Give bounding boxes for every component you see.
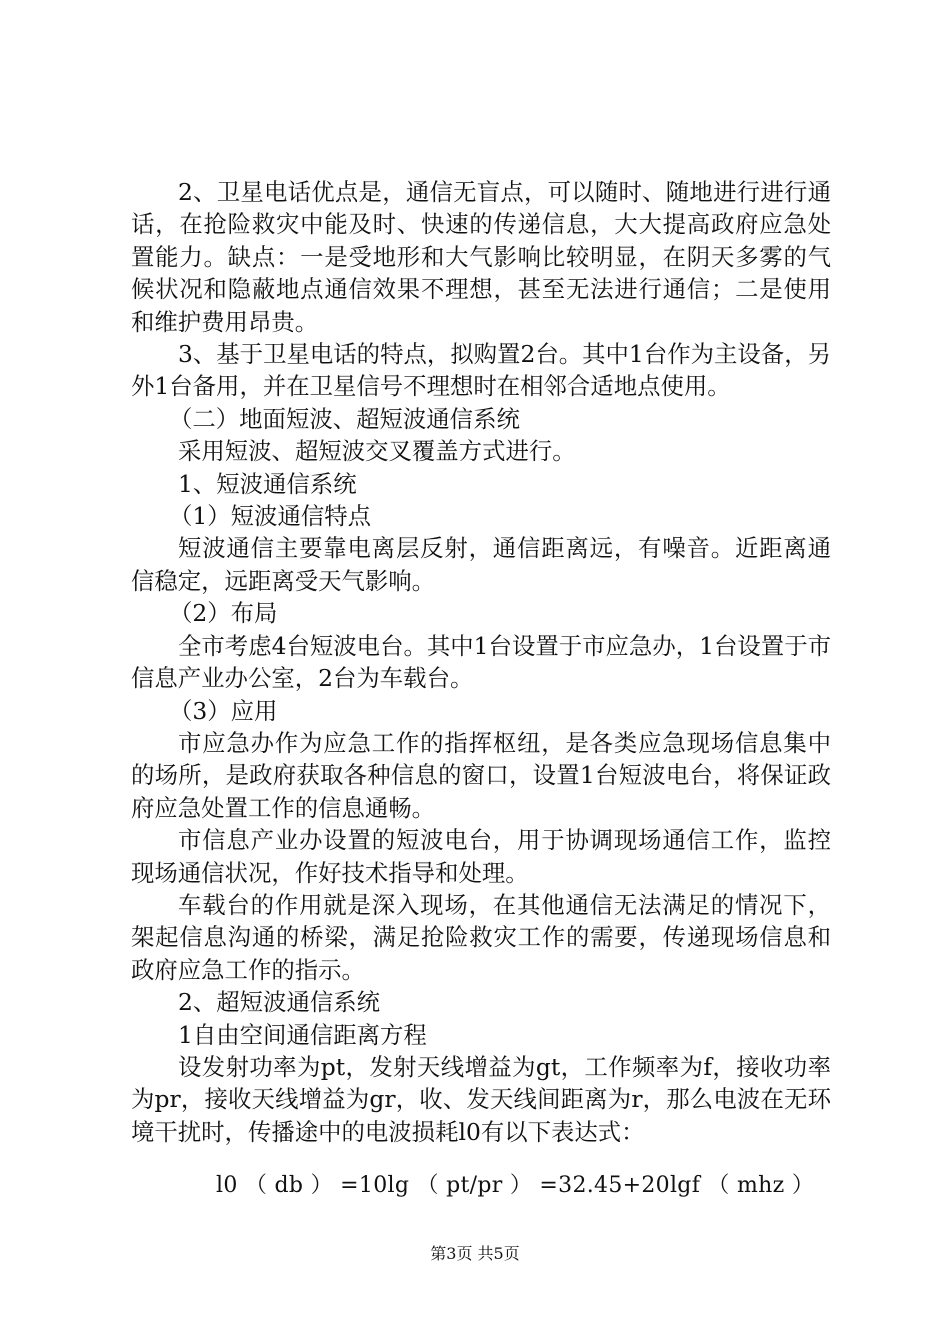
subheading-shortwave-system: 1、短波通信系统 — [178, 469, 357, 498]
paragraph-equation-intro: 设发射功率为pt，发射天线增益为gt，工作频率为f，接收功率为pr，接收天线增益为gr，收、发天线间距离为r，那么电波在无环境干扰时，传播途中的电波损耗l0有以下表达式： — [131, 1052, 831, 1146]
section-heading-ground-shortwave: （二）地面短波、超短波通信系统 — [169, 404, 520, 433]
paragraph-coverage-method: 采用短波、超短波交叉覆盖方式进行。 — [178, 437, 576, 466]
subheading-free-space-equation: 1自由空间通信距离方程 — [178, 1020, 427, 1049]
subheading-ultrashortwave-system: 2、超短波通信系统 — [178, 988, 381, 1017]
paragraph-info-industry-office: 市信息产业办设置的短波电台，用于协调现场通信工作，监控现场通信状况，作好技术指导和处理。 — [131, 826, 831, 887]
paragraph-satellite-pros-cons: 2、卫星电话优点是，通信无盲点，可以随时、随地进行进行通话，在抢险救灾中能及时、快速的传递信息，大大提高政府应急处置能力。缺点：一是受地形和大气影响比较明显，在阴天多雾的气候状况和隐蔽地点通信效果不理想，甚至无法进行通信；二是使用和维护费用昂贵。 — [131, 178, 831, 336]
body-text — [131, 176, 831, 1202]
paragraph-shortwave-features: 短波通信主要靠电离层反射，通信距离远，有噪音。近距离通信稳定，远距离受天气影响。 — [131, 534, 831, 595]
paragraph-vehicle-station: 车载台的作用就是深入现场，在其他通信无法满足的情况下，架起信息沟通的桥梁，满足抢险救灾工作的需要，传递现场信息和政府应急工作的指示。 — [131, 890, 831, 984]
formula-path-loss: l0 （ db ） =10lg （ pt/pr ） =32.45+20lgf （ mhz ） — [216, 1173, 815, 1199]
subheading-layout: （2）布局 — [169, 599, 278, 628]
paragraph-satellite-purchase: 3、基于卫星电话的特点，拟购置2台。其中1台作为主设备，另外1台备用，并在卫星信号不理想时在相邻合适地点使用。 — [131, 340, 831, 401]
paragraph-emergency-office: 市应急办作为应急工作的指挥枢纽，是各类应急现场信息集中的场所，是政府获取各种信息的窗口，设置1台短波电台，将保证政府应急处置工作的信息通畅。 — [131, 728, 831, 822]
page-footer: 第3页 共5页 — [430, 1244, 520, 1263]
paragraph-layout: 全市考虑4台短波电台。其中1台设置于市应急办，1台设置于市信息产业办公室，2台为车载台。 — [131, 631, 831, 693]
subheading-application: （3）应用 — [169, 696, 278, 725]
subheading-shortwave-features: （1）短波通信特点 — [169, 502, 372, 531]
